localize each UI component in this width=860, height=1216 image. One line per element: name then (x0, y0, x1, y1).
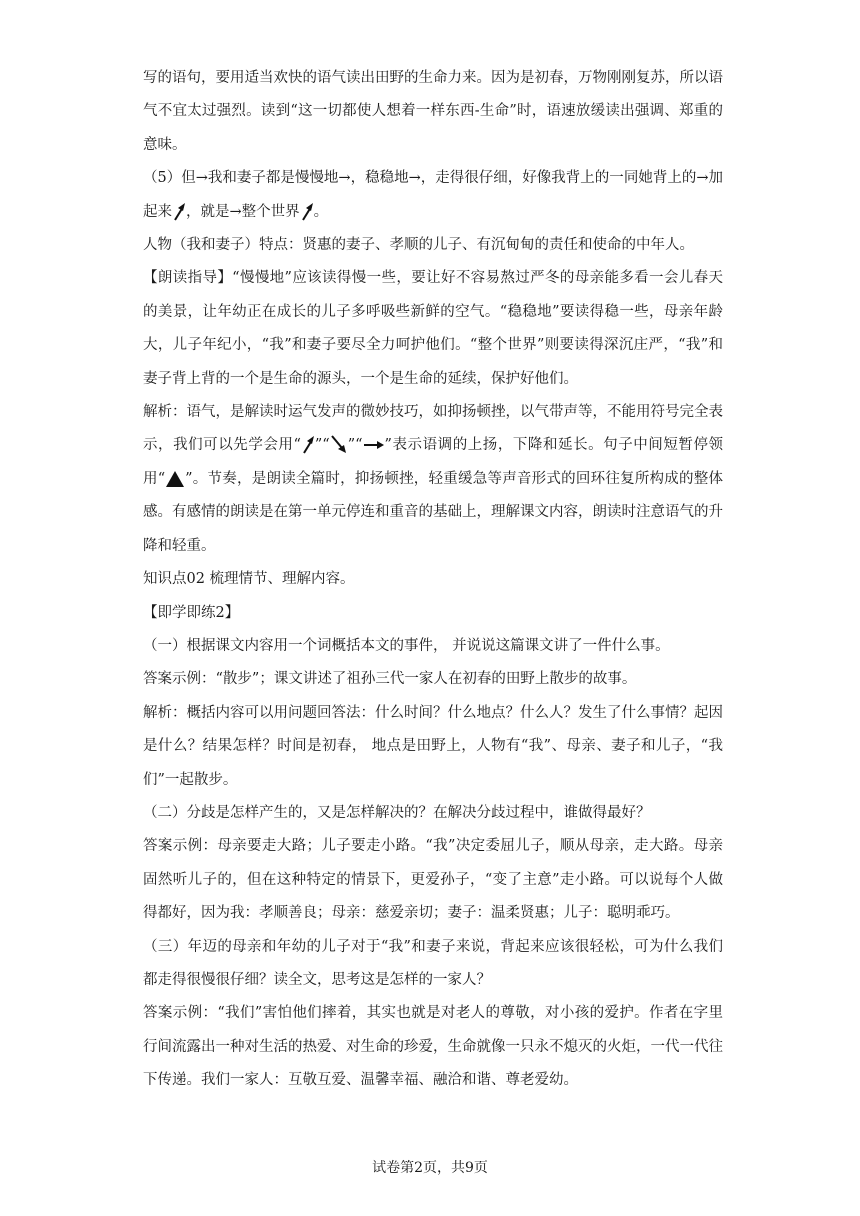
analysis-text-b: ”“ (314, 437, 330, 454)
analysis-text-d: ”表示语调的上扬，下降和延长。句子中间短暂停领用“ (143, 437, 723, 487)
practice-heading: 【即学即练2】 (143, 604, 240, 621)
question-3: （三）年迈的母亲和年幼的儿子对于“我”和妻子来说，背起来应该很轻松，可为什么我们都走得很慢很仔细？读全文，思考这是怎样的一家人？ (143, 938, 723, 988)
knowledge-point-heading: 知识点02 梳理情节、理解内容。 (143, 571, 355, 588)
page-footer: 试卷第2页，共9页 (372, 1160, 488, 1176)
extending-arrow-icon (363, 439, 385, 451)
paragraph-reading-tone: 写的语句，要用适当欢快的语气读出田野的生命力来。因为是初春，万物刚刚复苏，所以语气不宜太过强烈。读到“这一切都使人想着一样东西-生命”时，语速放缓读出强调、郑重的意味。 (143, 70, 723, 153)
paragraph-analysis-tone (143, 396, 723, 563)
answer-1: 答案示例：“散步”；课文讲述了祖孙三代一家人在初春的田野上散步的故事。 (143, 671, 637, 688)
item-5-text-b: ，就是→整个世界 (186, 203, 300, 220)
item-5-text-a: （5）但→我和妻子都是慢慢地→，稳稳地→，走得很仔细，好像我背上的一同她背上的→加起来 (143, 170, 723, 220)
analysis-text-c: ”“ (347, 437, 363, 454)
pause-triangle-icon (165, 470, 185, 488)
question-2: （二）分歧是怎样产生的，又是怎样解决的？在解决分歧过程中，谁做得最好？ (143, 804, 651, 821)
answer-2: 答案示例：母亲要走大路；儿子要走小路。“我”决定委屈儿子，顺从母亲，走大路。母亲固然听儿子的，但在这种特定的情景下，更爱孙子，“变了主意”走小路。可以说每个人做得都好，因为我：孝顺善良；母亲：慈爱亲切；妻子：温柔贤惠；儿子：聪明乖巧。 (143, 838, 723, 922)
question-1: （一）根据课文内容用一个词概括本文的事件， 并说说这篇课文讲了一件什么事。 (143, 637, 670, 654)
rising-arrow-icon (300, 202, 314, 222)
item-5-text-c: 。 (313, 203, 329, 220)
rising-arrow-icon (172, 202, 186, 222)
analysis-1: 解析：概括内容可以用问题回答法：什么时间？什么地点？什么人？发生了什么事情？起因是什么？结果怎样？时间是初春， 地点是田野上，人物有“我”、母亲、妻子和儿子，“我们”一起散步。 (143, 704, 723, 788)
rising-arrow-icon (301, 435, 315, 455)
analysis-text-a: 解析：语气，是解读时运气发声的微妙技巧，如抑扬顿挫，以气带声等，不能用符号完全表示，我们可以先学会用“ (143, 404, 723, 454)
paragraph-item-5 (143, 162, 723, 229)
falling-arrow-icon (330, 434, 348, 456)
paragraph-character-traits: 人物（我和妻子）特点：贤惠的妻子、孝顺的儿子、有沉甸甸的责任和使命的中年人。 (143, 237, 694, 254)
analysis-text-e: ”。节奏，是朗读全篇时，抑扬顿挫，轻重缓急等声音形式的回环往复所构成的整体感。有感情的朗读是在第一单元停连和重音的基础上，理解课文内容，朗读时注意语气的升降和轻重。 (143, 470, 723, 554)
document-body (143, 62, 723, 1098)
answer-3: 答案示例：“我们”害怕他们摔着，其实也就是对老人的尊敬，对小孩的爱护。作者在字里行间流露出一种对生活的热爱、对生命的珍爱，生命就像一只永不熄灭的火炬，一代一代往下传递。我们一家人：互敬互爱、温馨幸福、融洽和谐、尊老爱幼。 (143, 1005, 723, 1089)
paragraph-reading-guide: 【朗读指导】“慢慢地”应该读得慢一些，要让好不容易熬过严冬的母亲能多看一会儿春天的美景，让年幼正在成长的儿子多呼吸些新鲜的空气。“稳稳地”要读得稳一些，母亲年龄大，儿子年纪小，“我”和妻子要尽全力呵护他们。“整个世界”则要读得深沉庄严，“我”和妻子背上背的一个是生命的源头，一个是生命的延续，保护好他们。 (143, 270, 723, 387)
